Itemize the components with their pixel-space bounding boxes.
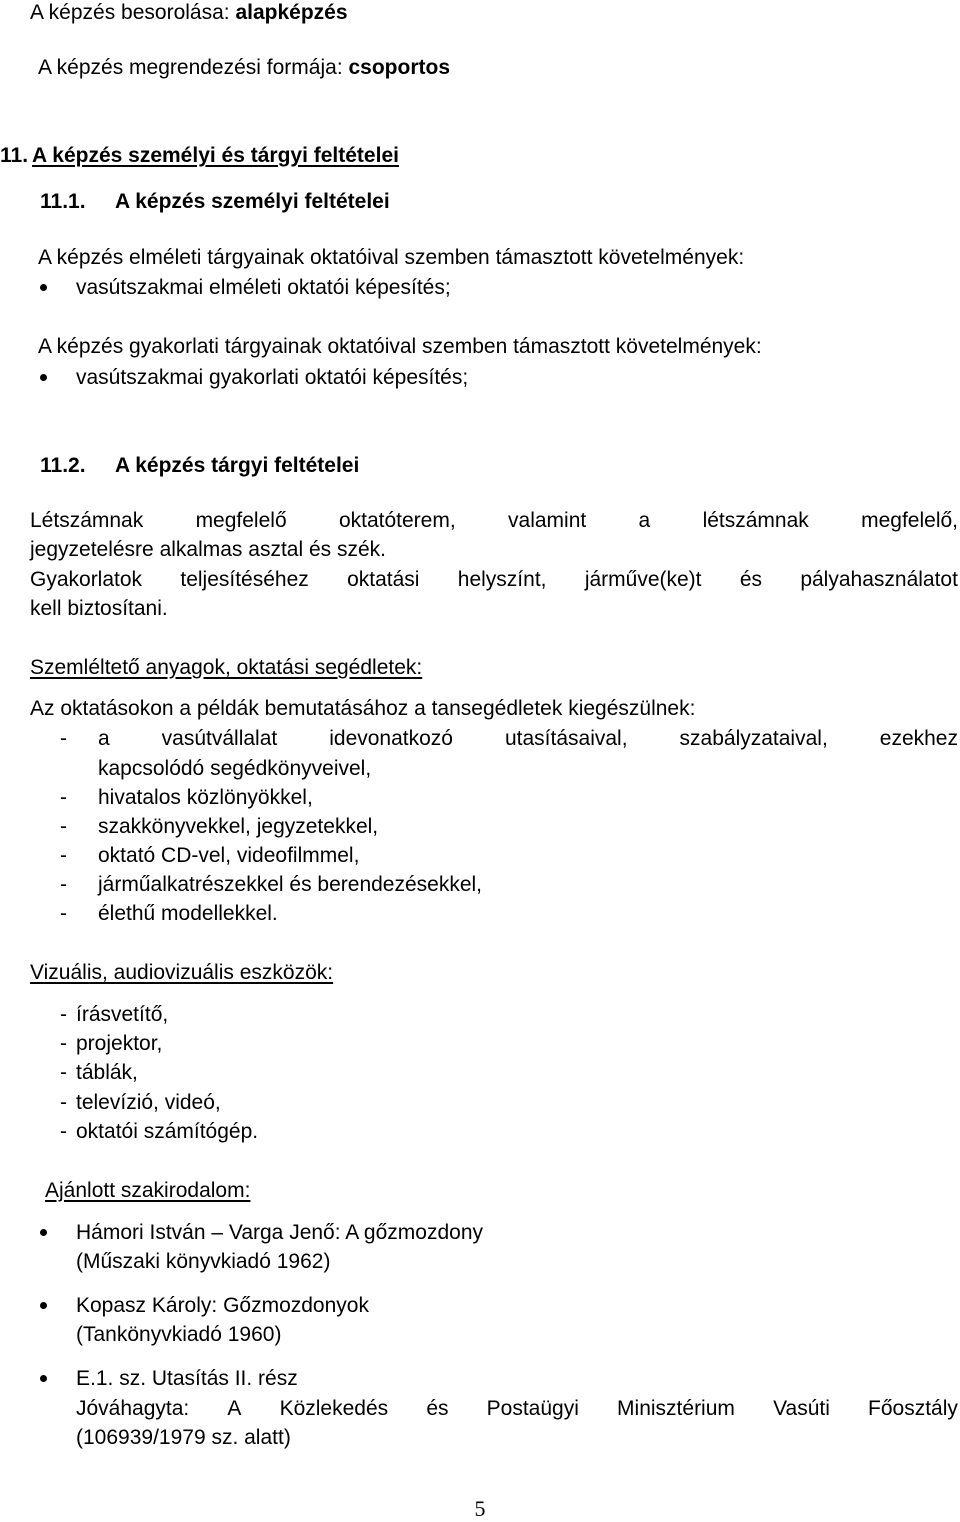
section-11-1-heading [40, 189, 86, 215]
literature-heading: Ajánlott szakirodalom: [45, 1179, 251, 1202]
word: Gyakorlatok [30, 568, 143, 591]
section-11-heading [0, 143, 399, 169]
word: megfelelő, [861, 509, 958, 532]
visual-tool-item: projektor, [76, 1032, 163, 1055]
classification-label: A képzés besorolása: [30, 1, 236, 24]
visual-tool-item: oktatói számítógép. [76, 1120, 259, 1143]
organization-label: A képzés megrendezési formája: [38, 56, 349, 79]
dash: - [60, 1061, 67, 1084]
bullet-icon [40, 284, 47, 291]
materials-item1-line2: kapcsolódó segédkönyveivel, [98, 757, 372, 780]
word: a [638, 509, 651, 532]
para2-line1 [30, 567, 958, 593]
word: A [227, 1397, 242, 1420]
dash: - [60, 873, 67, 896]
word: helyszínt, [457, 568, 547, 591]
word: Postaügyi [486, 1397, 579, 1420]
literature-item3-line3: (106939/1979 sz. alatt) [76, 1426, 291, 1449]
materials-item: hivatalos közlönyökkel, [98, 786, 313, 809]
word: idevonatkozó [329, 727, 453, 750]
word: pályahasználatot [800, 568, 958, 591]
materials-item: élethű modellekkel. [98, 902, 278, 925]
organization-line [38, 55, 450, 81]
section-11-1-number: 11.1. [40, 190, 86, 213]
bullet-icon [40, 1302, 47, 1309]
materials-item: járműalkatrészekkel és berendezésekkel, [98, 873, 483, 896]
word: a [98, 727, 110, 750]
dash: - [60, 1120, 67, 1143]
literature-item1-line1: Hámori István – Varga Jenő: A gőzmozdony [76, 1221, 483, 1244]
practice-requirements-text: A képzés gyakorlati tárgyainak oktatóival szemben támasztott követelmények: [38, 335, 762, 358]
section-11-number: 11. [0, 144, 29, 167]
word: utasításaival, [504, 727, 628, 750]
visual-tool-item: televízió, videó, [76, 1091, 221, 1114]
visual-tool-item: táblák, [76, 1061, 138, 1084]
dash: - [60, 1091, 67, 1114]
literature-item3-line1: E.1. sz. Utasítás II. rész [76, 1367, 298, 1390]
word: Jóváhagyta: [76, 1397, 190, 1420]
word: Létszámnak [30, 509, 144, 532]
para1-line2: jegyzetelésre alkalmas asztal és szék. [30, 538, 386, 561]
visual-tool-item: írásvetítő, [76, 1003, 169, 1026]
para1-line1 [30, 508, 958, 534]
page-number: 5 [474, 1496, 486, 1521]
dash: - [60, 1032, 67, 1055]
word: és [426, 1397, 449, 1420]
theory-bullet-text: vasútszakmai elméleti oktatói képesítés; [76, 276, 451, 299]
dash: - [60, 815, 67, 838]
para2-line2: kell biztosítani. [30, 597, 168, 620]
section-11-2-number: 11.2. [40, 454, 86, 477]
word: oktatási [347, 568, 420, 591]
classification-line [30, 0, 348, 26]
word: és [739, 568, 763, 591]
visual-tools-heading: Vizuális, audiovizuális eszközök: [30, 961, 334, 984]
word: vasútvállalat [161, 727, 278, 750]
dash: - [60, 902, 67, 925]
word: Vasúti [773, 1397, 830, 1420]
dash: - [60, 727, 67, 750]
word: teljesítéséhez [180, 568, 309, 591]
theory-requirements-text: A képzés elméleti tárgyainak oktatóival szemben támasztott követelmények: [38, 246, 745, 269]
dash: - [60, 786, 67, 809]
bullet-icon [40, 374, 47, 381]
word: létszámnak [702, 509, 809, 532]
section-11-2-title: A képzés tárgyi feltételei [115, 454, 360, 477]
section-11-title: A képzés személyi és tárgyi feltételei [32, 144, 399, 167]
literature-item1-line2: (Műszaki könyvkiadó 1962) [76, 1250, 331, 1273]
materials-intro: Az oktatásokon a példák bemutatásához a tansegédletek kiegészülnek: [30, 697, 696, 720]
word: ezekhez [879, 727, 958, 750]
materials-item: szakkönyvekkel, jegyzetekkel, [98, 815, 379, 838]
bullet-icon [40, 1229, 47, 1236]
literature-item2-line1: Kopasz Károly: Gőzmozdonyok [76, 1294, 369, 1317]
word: valamint [508, 509, 587, 532]
dash: - [60, 844, 67, 867]
word: megfelelő [195, 509, 287, 532]
literature-item3-line2 [76, 1396, 958, 1422]
section-11-1-title: A képzés személyi feltételei [115, 190, 390, 213]
materials-item1-line1 [98, 726, 958, 752]
word: Minisztérium [617, 1397, 735, 1420]
word: Közlekedés [279, 1397, 389, 1420]
organization-value: csoportos [348, 56, 451, 79]
word: járművе(ke)t [584, 568, 702, 591]
materials-item: oktató CD-vel, videofilmmel, [98, 844, 360, 867]
dash: - [60, 1003, 67, 1026]
materials-heading: Szemléltető anyagok, oktatási segédletek: [30, 656, 423, 679]
classification-value: alapképzés [235, 1, 348, 24]
word: szabályzataival, [679, 727, 828, 750]
word: oktatóterem, [338, 509, 456, 532]
literature-item2-line2: (Tankönyvkiadó 1960) [76, 1323, 282, 1346]
practice-bullet-text: vasútszakmai gyakorlati oktatói képesítés; [76, 366, 469, 389]
bullet-icon [40, 1375, 47, 1382]
word: Főosztály [868, 1397, 958, 1420]
